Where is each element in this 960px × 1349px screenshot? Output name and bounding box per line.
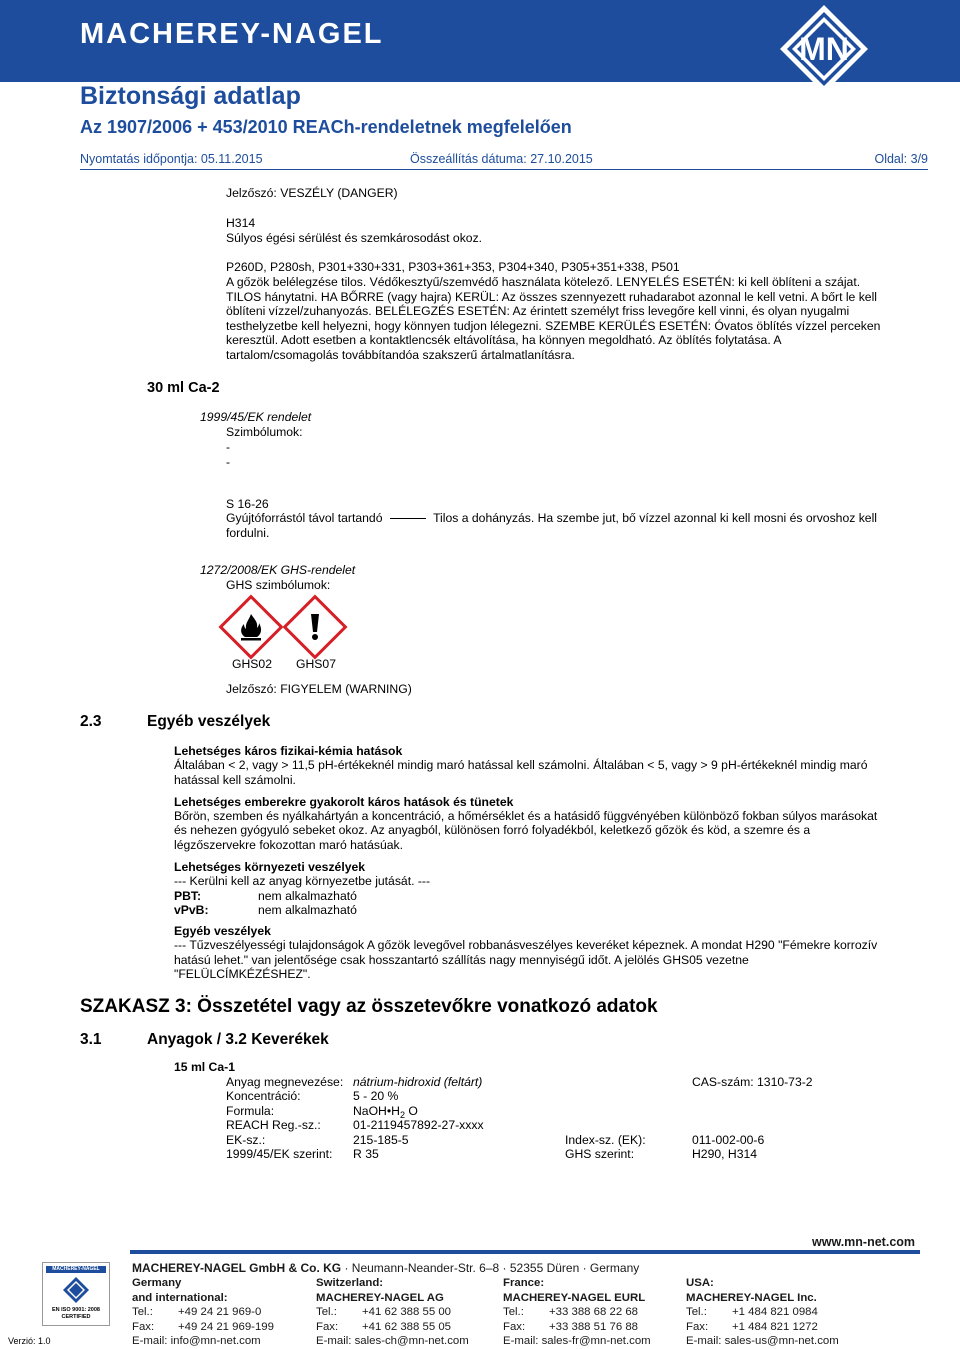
paragraph-line: Általában < 2, vagy > 11,5 pH-értékeknél mindig maró hatással kell számolni. Általában < 5, vagy > 9 pH-értékeknél mindig maró: [174, 758, 868, 772]
logo-text: MN: [799, 31, 849, 67]
r-value: R 35: [353, 1147, 379, 1161]
signal-word-warning: Jelzőszó: FIGYELEM (WARNING): [226, 682, 412, 696]
p-line: keresztül. Adott esetben a kontaktlencsék eltávolítása, ha könnyen megoldható. Az öblítés folytatása. A: [226, 333, 782, 347]
mn-small-icon: [62, 1276, 90, 1304]
subheading-physchem: Lehetséges káros fizikai-kémia hatások: [174, 744, 403, 758]
footer-col-usa: [686, 1276, 876, 1349]
h-code: H314: [226, 216, 256, 230]
paragraph-line: --- Tűzveszélyességi tulajdonságok A gőzök levegővel robbanásveszélyes keveréket képeznek. A mondat H290 "Fémekre korrozív: [174, 938, 878, 952]
component-item: 15 ml Ca-1: [174, 1060, 235, 1074]
footer-divider: [130, 1250, 920, 1254]
paragraph-line: és nehezen gyógyuló sebeket okoz. Az anyagból, különösen forró folyadékból, keletkező gőzök és köd, a szemre és a: [174, 823, 811, 837]
cert-line: CERTIFIED: [61, 1314, 91, 1320]
fax-label: Fax:: [316, 1320, 339, 1333]
paragraph-line: --- Kerülni kell az anyag környezetbe jutását. ---: [174, 874, 431, 888]
exclamation-icon: [290, 602, 340, 652]
fax-value: +49 24 21 969-199: [178, 1320, 274, 1333]
page-number: Oldal: 3/9: [874, 152, 928, 166]
p-line: A gőzök belélegzése tilos. Védőkesztyű/szemvédő használata kötelező. LENYELÉS ESETÉN: ki kell öblíteni a szájat.: [226, 275, 861, 289]
footer-col-head: and international:: [132, 1291, 228, 1304]
meta-row: [80, 151, 928, 170]
paragraph-line: hatással kell számolni.: [174, 773, 296, 787]
name-label: Anyag megnevezése:: [226, 1075, 344, 1089]
footer-col-head: Germany: [132, 1277, 182, 1289]
p-line: TILOS hánytatni. HA BŐRRE (vagy hajra) KERÜL: Az összes szennyezett ruhadarabot azonnal le kell vetni. A bőrt le kell: [226, 290, 877, 304]
flame-icon: [226, 602, 276, 652]
paragraph-line: hatású lehet." van jelentősége csak hosszantartó szállítás nagy mennyiségű időt. A jelölés GHS05 vezetne: [174, 953, 749, 967]
fax-label: Fax:: [686, 1320, 709, 1333]
symbols-label: Szimbólumok:: [226, 425, 303, 439]
ghs-value: H290, H314: [692, 1147, 758, 1161]
pbt-value: nem alkalmazható: [258, 889, 357, 903]
s-text-part: Tilos a dohányzás. Ha szembe jut, bő vízzel azonnal ki kell mosni és orvoshoz kell: [433, 511, 877, 525]
footer-website[interactable]: www.mn-net.com: [812, 1235, 916, 1249]
section-number: 2.3: [80, 713, 102, 730]
email-link[interactable]: E-mail: sales-ch@mn-net.com: [316, 1335, 469, 1347]
name-value: nátrium-hidroxid (feltárt): [353, 1075, 483, 1089]
s-text-line: fordulni.: [226, 526, 270, 540]
document-title: Biztonsági adatlap: [80, 82, 301, 110]
p-line: testhelyzetbe kell helyezni, hogy könnyen tudjon lélegezni. SZEMBE KERÜLÉS ESETÉN: Óvatos öblítés vízzel perceken: [226, 319, 881, 333]
fax-value: +41 62 388 55 05: [362, 1320, 451, 1333]
cert-line: EN ISO 9001: 2008: [51, 1307, 100, 1313]
paragraph-line: légzőszervekre fokozottan maró hatásúak.: [174, 838, 403, 852]
formula-label: Formula:: [226, 1104, 275, 1118]
section-title: Egyéb veszélyek: [147, 713, 271, 730]
tel-value: +1 484 821 0984: [732, 1306, 818, 1318]
section-subtitle: Anyagok / 3.2 Keverékek: [147, 1031, 329, 1048]
subheading-env: Lehetséges környezeti veszélyek: [174, 860, 366, 874]
s-text-line: [226, 511, 877, 526]
formula-subscript: 2: [399, 1110, 405, 1120]
tel-value: +41 62 388 55 00: [362, 1306, 451, 1318]
reach-value: 01-2119457892-27-xxxx: [353, 1118, 484, 1132]
index-value: 011-002-00-6: [692, 1133, 765, 1147]
formula-part: NaOH•H: [353, 1104, 400, 1118]
footer-col-germany: [132, 1276, 312, 1349]
tel-label: Tel.:: [503, 1306, 524, 1318]
regulation-1999: 1999/45/EK rendelet: [200, 410, 312, 424]
subheading-human: Lehetséges emberekre gyakorolt káros hatások és tünetek: [174, 795, 514, 809]
footer-col-head: Switzerland:: [316, 1277, 384, 1289]
subheading-other: Egyéb veszélyek: [174, 924, 271, 938]
tel-label: Tel.:: [316, 1306, 337, 1318]
brand-name: MACHEREY-NAGEL: [80, 18, 384, 50]
vpvb-value: nem alkalmazható: [258, 903, 357, 917]
paragraph-line: Bőrön, szemben és nyálkahártyán a koncentráció, a hőmérséklet és a hatásidő függvényében különböző fokban súlyos marásokat: [174, 809, 878, 823]
ek-value: 215-185-5: [353, 1133, 409, 1147]
footer-col-head: France:: [503, 1277, 545, 1289]
cas-number: CAS-szám: 1310-73-2: [692, 1075, 813, 1089]
tel-value: +33 388 68 22 68: [549, 1306, 638, 1318]
footer-col-switzerland: [316, 1276, 496, 1349]
tel-label: Tel.:: [686, 1306, 707, 1318]
section-3-title: SZAKASZ 3: Összetétel vagy az összetevőkre vonatkozó adatok: [80, 996, 658, 1017]
footer-col-head: MACHEREY-NAGEL Inc.: [686, 1291, 817, 1304]
document-subtitle: Az 1907/2006 + 453/2010 REACh-rendeletnek megfelelően: [80, 117, 572, 137]
footer-company-line: [132, 1261, 639, 1275]
footer-col-france: [503, 1276, 683, 1349]
conc-label: Koncentráció:: [226, 1089, 301, 1103]
email-link[interactable]: E-mail: sales-us@mn-net.com: [686, 1335, 839, 1347]
r-label: 1999/45/EK szerint:: [226, 1147, 333, 1161]
p-line: öblíteni vízzel/zuhanyozás. BELÉLEGZÉS ESETÉN: Az érintett személyt friss levegőre kell vinni, és olyan nyugalmi: [226, 304, 850, 318]
cert-brand: MACHEREY-NAGEL: [46, 1266, 106, 1273]
p-line: tartalom/csomagolás továbbítandóa szakszerű ártalmatlanításra.: [226, 348, 575, 362]
component-label: 30 ml Ca-2: [147, 380, 220, 396]
ghs-label: GHS szerint:: [565, 1147, 635, 1161]
fax-label: Fax:: [132, 1320, 155, 1333]
section-number: 3.1: [80, 1031, 102, 1048]
footer-company: MACHEREY-NAGEL GmbH & Co. KG: [132, 1261, 342, 1275]
symbol-dash: -: [226, 455, 231, 469]
iso-cert-badge: [42, 1262, 110, 1326]
fax-value: +1 484 821 1272: [732, 1320, 818, 1333]
email-link[interactable]: E-mail: info@mn-net.com: [132, 1335, 261, 1347]
dash-line: [390, 518, 426, 519]
print-date: Nyomtatás időpontja: 05.11.2015: [80, 152, 263, 166]
symbol-dash: -: [226, 440, 231, 454]
formula-part: O: [404, 1104, 418, 1118]
s-text-part: Gyújtóforrástól távol tartandó: [226, 511, 383, 525]
pbt-label: PBT:: [174, 889, 202, 903]
fax-value: +33 388 51 76 88: [549, 1320, 638, 1333]
footer-col-head: MACHEREY-NAGEL EURL: [503, 1291, 646, 1304]
h-text: Súlyos égési sérülést és szemkárosodást okoz.: [226, 231, 483, 245]
regulation-1272: 1272/2008/EK GHS-rendelet: [200, 563, 356, 577]
ghs02-label: GHS02: [232, 657, 272, 671]
ek-label: EK-sz.:: [226, 1133, 266, 1147]
email-link[interactable]: E-mail: sales-fr@mn-net.com: [503, 1335, 651, 1347]
footer-address: · Neumann-Neander-Str. 6–8 · 52355 Düren · Germany: [341, 1261, 640, 1275]
tel-value: +49 24 21 969-0: [178, 1306, 262, 1318]
p-codes: P260D, P280sh, P301+330+331, P303+361+353, P304+340, P305+351+338, P501: [226, 260, 680, 274]
tel-label: Tel.:: [132, 1306, 153, 1318]
version-label: Verzió: 1.0: [8, 1336, 51, 1346]
ghs-symbols-label: GHS szimbólumok:: [226, 578, 331, 592]
index-label: Index-sz. (EK):: [565, 1133, 646, 1147]
ghs07-label: GHS07: [296, 657, 336, 671]
mn-logo: [778, 3, 870, 95]
reach-label: REACH Reg.-sz.:: [226, 1118, 321, 1132]
compile-date: Összeállítás dátuma: 27.10.2015: [410, 152, 593, 166]
conc-value: 5 - 20 %: [353, 1089, 399, 1103]
signal-word-danger: Jelzőszó: VESZÉLY (DANGER): [226, 186, 398, 200]
fax-label: Fax:: [503, 1320, 526, 1333]
paragraph-line: "FELÜLCÍMKÉZÉSHEZ".: [174, 967, 311, 981]
footer-col-head: MACHEREY-NAGEL AG: [316, 1291, 444, 1304]
vpvb-label: vPvB:: [174, 903, 209, 917]
s-code: S 16-26: [226, 497, 269, 511]
footer-col-head: USA:: [686, 1277, 714, 1289]
